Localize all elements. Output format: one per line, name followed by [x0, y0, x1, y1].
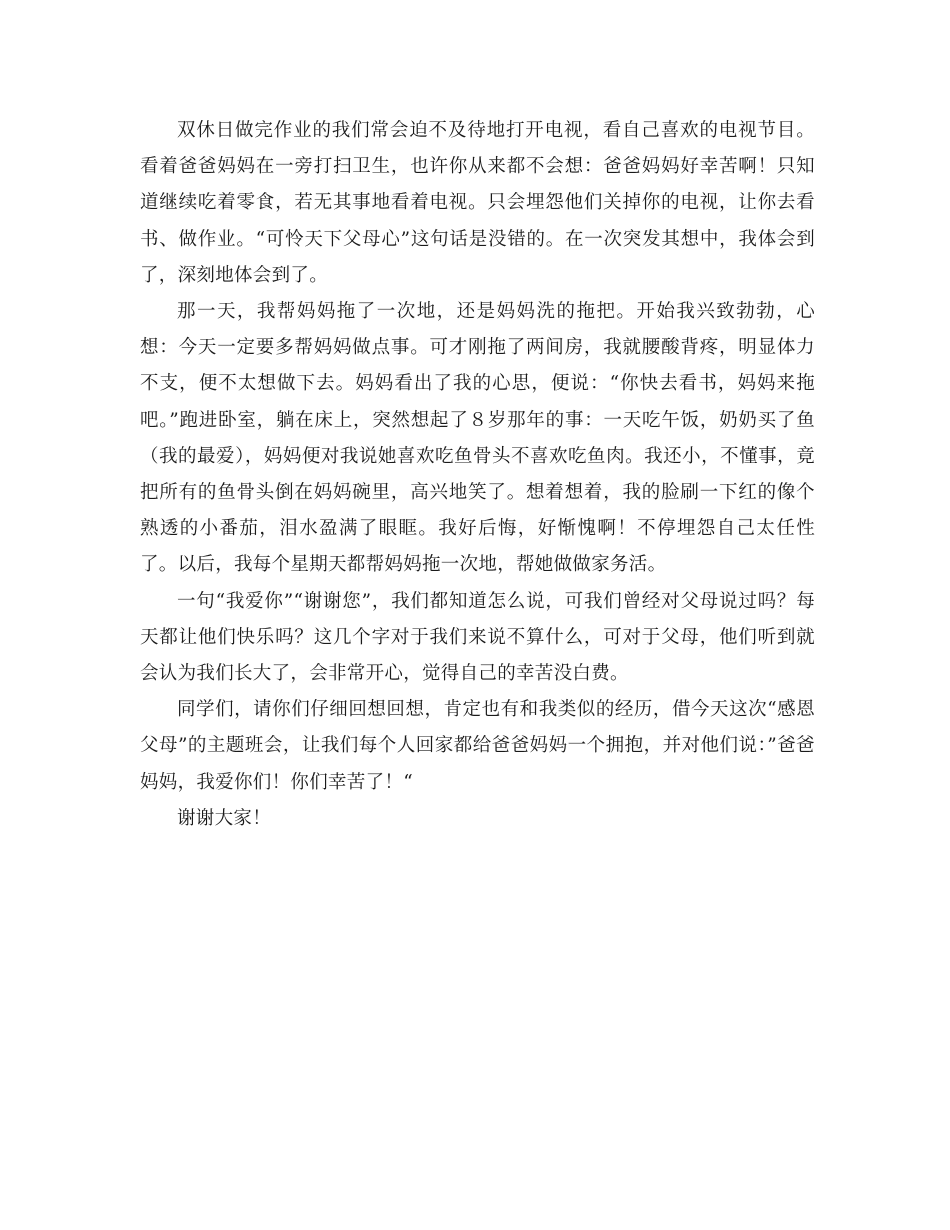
paragraph: 双休日做完作业的我们常会迫不及待地打开电视，看自己喜欢的电视节目。看着爸爸妈妈在一旁打扫卫生，也许你从来都不会想：爸爸妈妈好幸苦啊！只知道继续吃着零食，若无其事地看着电视。只会埋怨他们关掉你的电视，让你去看书、做作业。“可怜天下父母心”这句话是没错的。在一次突发其想中，我体会到了，深刻地体会到了。	[140, 120, 815, 286]
paragraph: 谢谢大家！	[177, 807, 272, 829]
paragraph: 同学们，请你们仔细回想回想，肯定也有和我类似的经历，借今天这次“感恩父母”的主题班会，让我们每个人回家都给爸爸妈妈一个拥抱，并对他们说：”爸爸妈妈，我爱你们！你们幸苦了！“	[140, 699, 815, 793]
paragraph: 那一天，我帮妈妈拖了一次地，还是妈妈洗的拖把。开始我兴致勃勃，心想：今天一定要多帮妈妈做点事。可才刚拖了两间房，我就腰酸背疼，明显体力不支，便不太想做下去。妈妈看出了我的心思，便说：“你快去看书，妈妈来拖吧。”跑进卧室，躺在床上，突然想起了８岁那年的事：一天吃午饭，奶奶买了鱼（我的最爱），妈妈便对我说她喜欢吃鱼骨头不喜欢吃鱼肉。我还小，不懂事，竟把所有的鱼骨头倒在妈妈碗里，高兴地笑了。想着想着，我的脸刷一下红的像个熟透的小番茄，泪水盈满了眼眶。我好后悔，好惭愧啊！不停埋怨自己太任性了。以后，我每个星期天都帮妈妈拖一次地，帮她做做家务活。	[140, 301, 815, 576]
document-body	[140, 113, 815, 837]
paragraph: 一句“我爱你”“谢谢您”，我们都知道怎么说，可我们曾经对父母说过吗？每天都让他们快乐吗？这几个字对于我们来说不算什么，可对于父母，他们听到就会认为我们长大了，会非常开心，觉得自己的幸苦没白费。	[140, 590, 815, 685]
